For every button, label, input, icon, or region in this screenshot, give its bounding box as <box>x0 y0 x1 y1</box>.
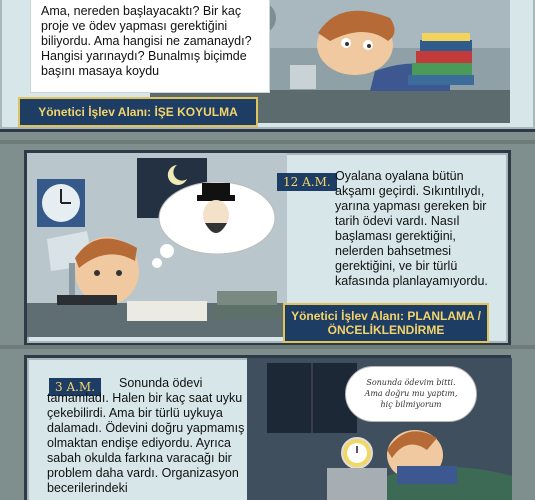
panel-3-caption <box>35 368 255 500</box>
panel-2-badge: Yönetici İşlev Alanı: PLANLAMA / ÖNCELİKLENDİRME <box>283 303 489 343</box>
alarm-clock-icon <box>342 438 372 468</box>
panel-1-text: Ama, nereden başlayacaktı? Bir kaç proje ve ödev yapması gerektiğini biliyordu. Ama hangisi ne zamanaydı? Hangisi yarınaydı? Bunalmış biçimde başını masaya koydu <box>41 4 252 78</box>
panel-3-time: 3 A.M. <box>49 378 101 396</box>
panel-1-caption <box>30 0 270 93</box>
panel-3 <box>24 355 511 500</box>
panel-2-time: 12 A.M. <box>277 173 337 191</box>
panel-2-scene <box>27 153 287 337</box>
panel-2-text: Oyalana oyalana bütün akşamı geçirdi. Sıkıntılıydı, yarına yapması gereken bir tarih ödevi vardı. Nasıl başlaması gerektiğini, nelerden bahsetmesi gerektiğini, ve bir türlü kafasında planlayamıyordu. <box>335 169 488 288</box>
panel-2-caption <box>273 161 508 286</box>
panel-3-thought-bubble: Sonunda ödevim bitti. Ama doğru mu yaptım, hiç bilmiyorum <box>345 366 477 422</box>
panel-2 <box>24 150 511 346</box>
panel-1-badge: Yönetici İşlev Alanı: İŞE KOYULMA <box>18 97 258 127</box>
panel-3-text: Sonunda ödevi tamamladı. Halen bir kaç saat uyku çekebilirdi. Ama bir türlü uykuya dalamadı. Ödevini doğru yapmamış olmaktan endişe ediyordu. Ayrıca sabah okulda farkına varacağı bir problem daha vardı. Organizasyon becerilerindeki <box>47 376 245 495</box>
panel-1 <box>0 0 535 132</box>
books-icon <box>408 33 474 85</box>
wall-clock-icon <box>37 179 85 227</box>
